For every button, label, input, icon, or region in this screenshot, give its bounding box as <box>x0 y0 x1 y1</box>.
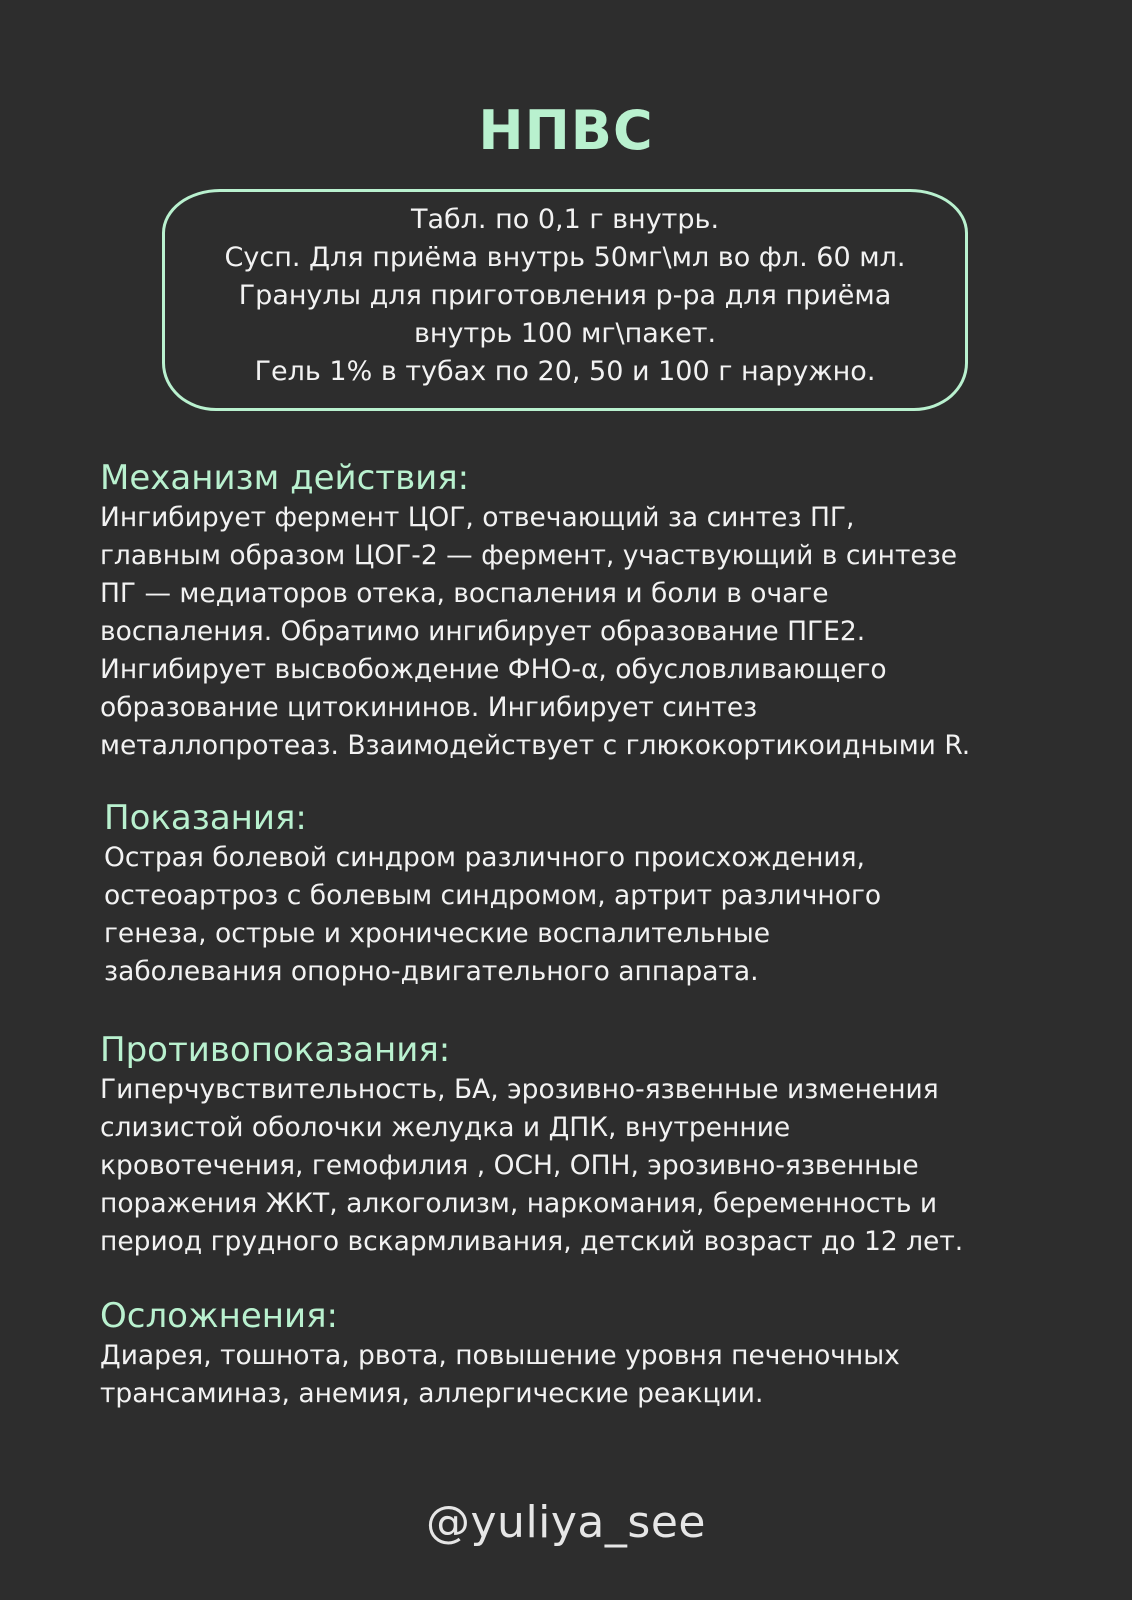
mechanism-heading: Механизм действия: <box>100 458 470 498</box>
release-form-line: Гранулы для приготовления р-ра для приёма <box>238 280 892 311</box>
mechanism-text-line: воспаления. Обратимо ингибирует образование ПГЕ2. <box>100 616 866 647</box>
indications-text-line: Острая болевой синдром различного происхождения, <box>104 842 865 873</box>
complications-section <box>100 1295 1080 1413</box>
complications-heading: Осложнения: <box>100 1296 338 1336</box>
release-form-line: внутрь 100 мг\пакет. <box>413 318 717 349</box>
contraindications-text-line: кровотечения, гемофилия , ОСН, ОПН, эрозивно-язвенные <box>100 1150 919 1181</box>
mechanism-text-line: главным образом ЦОГ-2 — фермент, участвующий в синтезе <box>100 540 958 571</box>
contraindications-heading: Противопоказания: <box>100 1030 451 1070</box>
contraindications-text-line: поражения ЖКТ, алкоголизм, наркомания, беременность и <box>100 1188 938 1219</box>
contraindications-section <box>100 1029 1080 1261</box>
indications-text-line: генеза, острые и хронические воспалительные <box>104 918 771 949</box>
release-form-line: Табл. по 0,1 г внутрь. <box>410 204 720 235</box>
mechanism-text-line: Ингибирует высвобождение ФНО-α, обусловливающего <box>100 654 887 685</box>
mechanism-text-line: Ингибирует фермент ЦОГ, отвечающий за синтез ПГ, <box>100 502 855 533</box>
indications-heading: Показания: <box>104 798 307 838</box>
mechanism-text-line: ПГ — медиаторов отека, воспаления и боли в очаге <box>100 578 829 609</box>
complications-text-line: Диарея, тошнота, рвота, повышение уровня печеночных <box>100 1340 900 1371</box>
mechanism-text-line: образование цитокининов. Ингибирует синтез <box>100 692 758 723</box>
complications-text-line: трансаминаз, анемия, аллергические реакции. <box>100 1378 764 1409</box>
mechanism-text-line: металлопротеаз. Взаимодействует с глюкокортикоидными R. <box>100 730 971 761</box>
contraindications-text-line: период грудного вскармливания, детский возраст до 12 лет. <box>100 1226 964 1257</box>
indications-text-line: остеоартроз с болевым синдромом, артрит различного <box>104 880 882 911</box>
indications-section <box>104 797 1084 991</box>
mechanism-section <box>100 457 1080 765</box>
indications-text-line: заболевания опорно-двигательного аппарата. <box>104 956 759 987</box>
release-form-line: Гель 1% в тубах по 20, 50 и 100 г наружно. <box>254 356 876 387</box>
contraindications-text-line: слизистой оболочки желудка и ДПК, внутренние <box>100 1112 791 1143</box>
page-title: НПВС <box>478 99 654 162</box>
release-form-line: Сусп. Для приёма внутрь 50мг\мл во фл. 60 мл. <box>224 242 906 273</box>
release-forms-text <box>162 201 968 391</box>
author-handle: @yuliya_see <box>426 1497 706 1548</box>
contraindications-text-line: Гиперчувствительность, БА, эрозивно-язвенные изменения <box>100 1074 939 1105</box>
